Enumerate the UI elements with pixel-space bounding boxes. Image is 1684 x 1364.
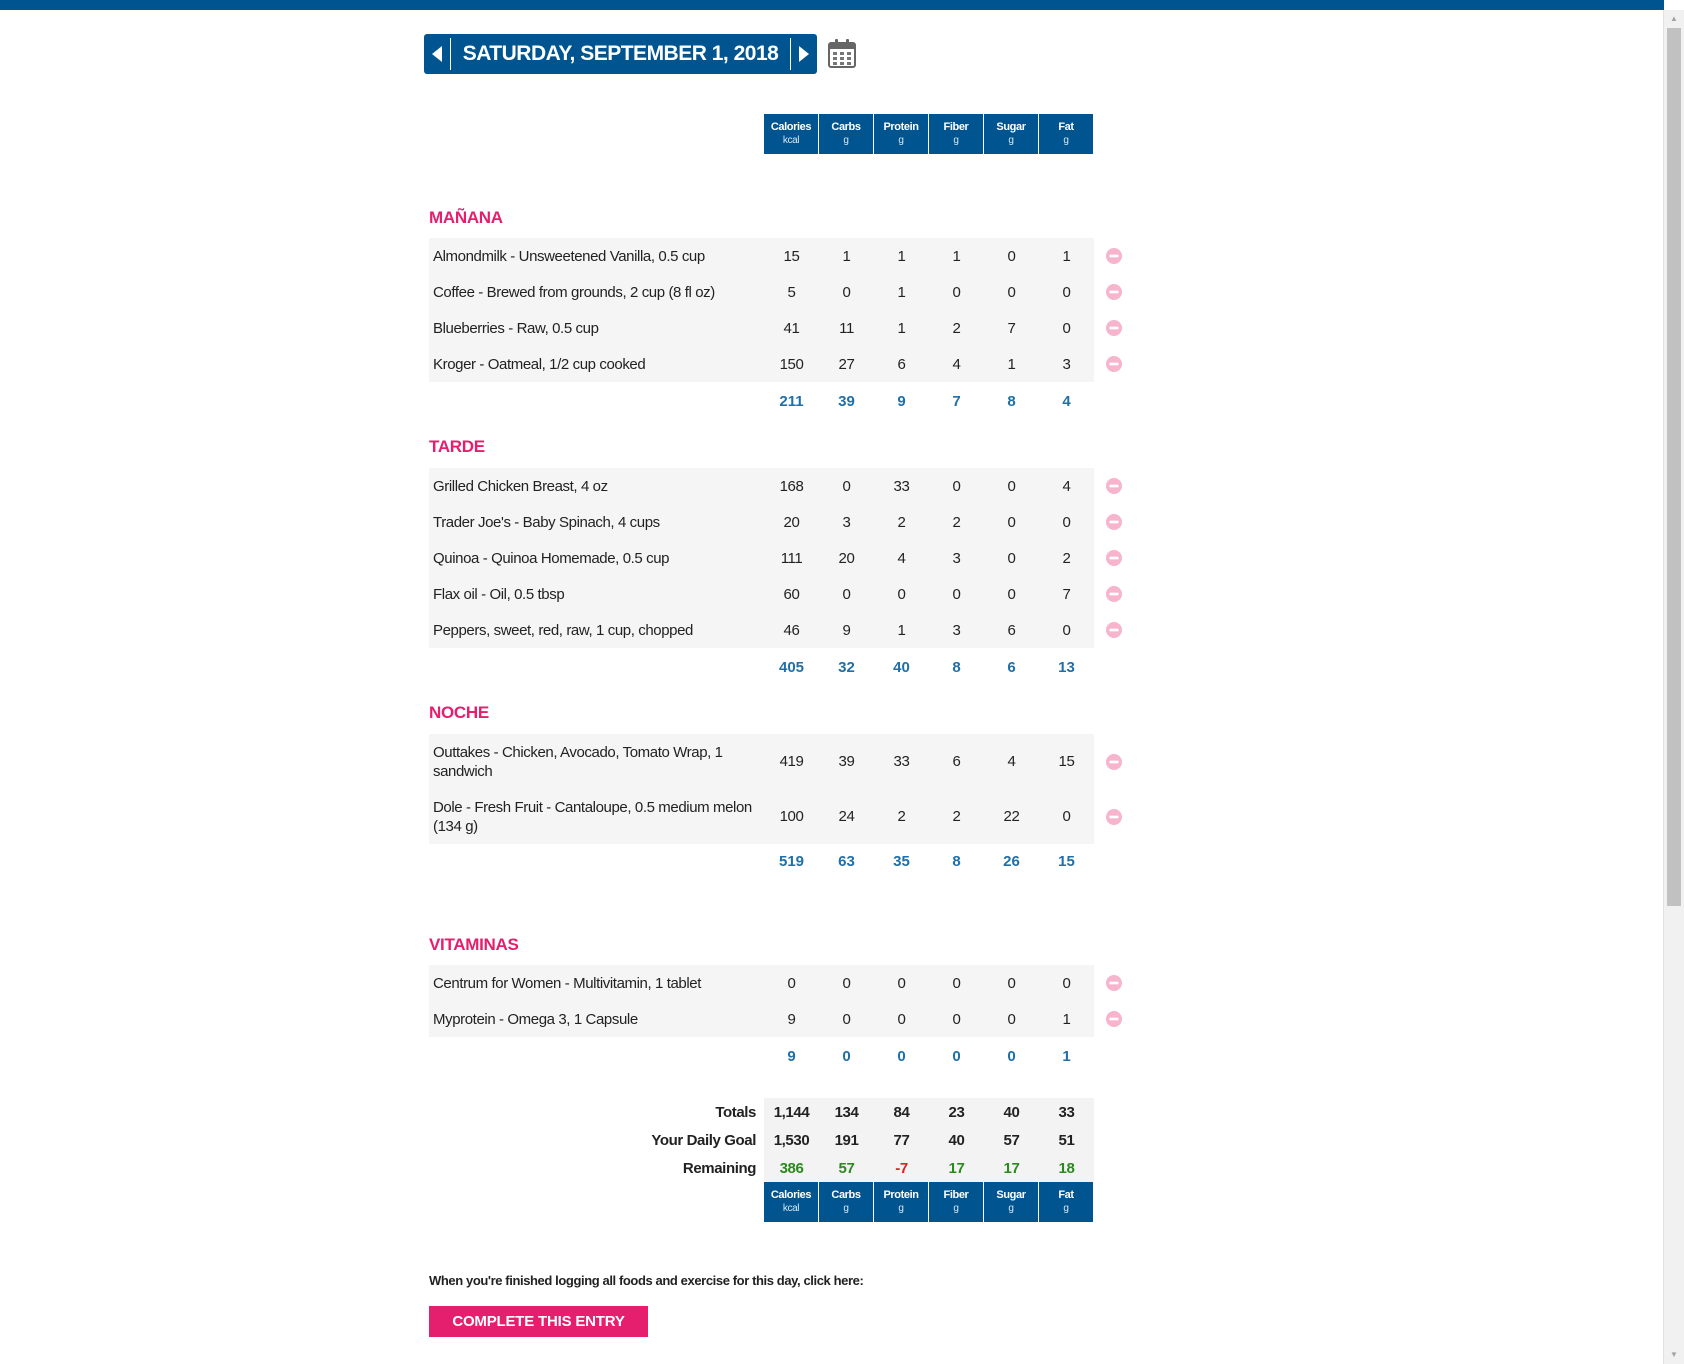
food-name[interactable]: Outtakes - Chicken, Avocado, Tomato Wrap, 1 sandwich	[433, 743, 723, 780]
remaining-label: Remaining	[682, 1159, 756, 1177]
fiber-total: 7	[952, 392, 961, 410]
daily-summary	[429, 1098, 1094, 1182]
protein-value: 1	[897, 283, 906, 301]
fat-total: 4	[1062, 392, 1071, 410]
fiber-value: 2	[952, 808, 961, 825]
meal-title-vitaminas: VITAMINAS	[429, 935, 519, 954]
protein-goal: 77	[893, 1131, 910, 1149]
fat-total: 1	[1062, 1047, 1071, 1065]
remove-minus-icon[interactable]	[1106, 320, 1122, 336]
calories-value: 15	[783, 247, 800, 265]
fat-value: 0	[1062, 808, 1071, 825]
col-carbs	[819, 1182, 873, 1222]
calories-goal: 1,530	[773, 1131, 810, 1149]
meal-totals-manana	[429, 390, 1094, 412]
carbs-value: 0	[842, 1010, 851, 1028]
food-row	[429, 238, 1094, 274]
food-name[interactable]: Peppers, sweet, red, raw, 1 cup, chopped	[433, 621, 693, 639]
col-protein	[874, 114, 928, 154]
food-name[interactable]: Grilled Chicken Breast, 4 oz	[433, 477, 608, 495]
calories-total: 519	[778, 852, 805, 870]
calendar-icon[interactable]	[828, 38, 856, 68]
food-name[interactable]: Almondmilk - Unsweetened Vanilla, 0.5 cup	[433, 247, 705, 265]
protein-total: 0	[897, 1047, 906, 1065]
carbs-goal: 191	[834, 1131, 859, 1149]
food-name[interactable]: Trader Joe's - Baby Spinach, 4 cups	[433, 513, 660, 531]
totals-label: Totals	[715, 1103, 756, 1121]
sugar-value: 1	[1007, 355, 1016, 373]
col-fiber	[929, 1182, 983, 1222]
calories-value: 9	[787, 1010, 796, 1028]
sugar-value: 0	[1007, 513, 1016, 531]
food-name[interactable]: Flax oil - Oil, 0.5 tbsp	[433, 585, 565, 603]
col-calories	[764, 114, 818, 154]
remove-minus-icon[interactable]	[1106, 1011, 1122, 1027]
col-name: Carbs	[831, 121, 861, 133]
protein-total: 35	[893, 852, 910, 870]
remove-minus-icon[interactable]	[1106, 622, 1122, 638]
sugar-value: 0	[1007, 247, 1016, 265]
food-diary	[429, 0, 1149, 1364]
sugar-goal: 57	[1003, 1131, 1020, 1149]
meal-title-manana: MAÑANA	[429, 208, 503, 227]
col-name: Fiber	[943, 121, 969, 133]
fat-value: 0	[1062, 319, 1071, 337]
remove-minus-icon[interactable]	[1106, 550, 1122, 566]
carbs-value: 24	[838, 808, 855, 825]
fat-total: 33	[1058, 1103, 1075, 1121]
scroll-down-arrow-icon[interactable]: ▼	[1670, 1350, 1678, 1359]
fat-goal: 51	[1058, 1131, 1075, 1149]
next-day-arrow-icon[interactable]	[790, 38, 813, 70]
col-fat	[1039, 114, 1093, 154]
col-unit: g	[843, 135, 849, 146]
fiber-total: 8	[952, 658, 961, 676]
fiber-goal: 40	[948, 1131, 965, 1149]
col-name: Protein	[883, 1189, 919, 1201]
meal-totals-vitaminas	[429, 1045, 1094, 1067]
previous-day-arrow-icon[interactable]	[428, 38, 451, 70]
daily-goal-label: Your Daily Goal	[651, 1131, 756, 1149]
carbs-value: 0	[842, 974, 851, 992]
col-unit: g	[1008, 135, 1014, 146]
meal-totals-tarde	[429, 656, 1094, 678]
calories-value: 0	[787, 974, 796, 992]
carbs-remaining: 57	[838, 1159, 855, 1177]
fat-remaining: 18	[1058, 1159, 1075, 1177]
food-row	[429, 965, 1094, 1001]
col-name: Sugar	[996, 1189, 1026, 1201]
fiber-total: 23	[948, 1103, 965, 1121]
carbs-total: 32	[838, 658, 855, 676]
fat-value: 1	[1062, 1010, 1071, 1028]
sugar-total: 8	[1007, 392, 1016, 410]
sugar-value: 0	[1007, 974, 1016, 992]
fiber-value: 0	[952, 974, 961, 992]
calories-value: 111	[780, 549, 803, 567]
food-name[interactable]: Centrum for Women - Multivitamin, 1 tablet	[433, 974, 702, 992]
protein-value: 0	[897, 974, 906, 992]
meal-foods-manana	[429, 238, 1094, 382]
protein-value: 2	[897, 513, 906, 531]
col-unit: g	[953, 135, 959, 146]
food-row	[429, 576, 1094, 612]
calories-value: 60	[783, 585, 800, 603]
col-name: Fat	[1058, 121, 1074, 133]
food-row	[429, 346, 1094, 382]
fat-value: 15	[1058, 753, 1075, 770]
meal-totals-noche	[429, 850, 1094, 872]
finish-note: When you're finished logging all foods and exercise for this day, click here:	[429, 1273, 864, 1288]
fat-value: 0	[1062, 513, 1071, 531]
remove-minus-icon[interactable]	[1106, 478, 1122, 494]
date-navigator	[424, 34, 817, 74]
food-name[interactable]: Myprotein - Omega 3, 1 Capsule	[433, 1010, 638, 1028]
protein-value: 0	[897, 1010, 906, 1028]
carbs-value: 0	[842, 283, 851, 301]
col-name: Sugar	[996, 121, 1026, 133]
food-row	[429, 612, 1094, 648]
carbs-total: 0	[842, 1047, 851, 1065]
calories-total: 1,144	[773, 1103, 810, 1121]
fat-value: 0	[1062, 974, 1071, 992]
col-unit: g	[1008, 1203, 1014, 1214]
fiber-value: 2	[952, 319, 961, 337]
remove-minus-icon[interactable]	[1106, 975, 1122, 991]
col-carbs	[819, 114, 873, 154]
calories-value: 100	[779, 808, 804, 825]
col-unit: kcal	[782, 135, 800, 146]
food-row	[429, 734, 1094, 789]
protein-total: 84	[893, 1103, 910, 1121]
scroll-thumb[interactable]	[1667, 28, 1681, 906]
fat-value: 4	[1062, 477, 1071, 495]
sugar-value: 0	[1007, 283, 1016, 301]
meal-foods-tarde	[429, 468, 1094, 648]
carbs-value: 1	[842, 247, 851, 265]
protein-value: 2	[897, 808, 906, 825]
col-unit: g	[953, 1203, 959, 1214]
carbs-value: 0	[842, 585, 851, 603]
col-name: Calories	[770, 121, 812, 133]
fiber-total: 8	[952, 852, 961, 870]
sugar-value: 4	[1007, 753, 1016, 770]
protein-value: 1	[897, 621, 906, 639]
carbs-total: 39	[838, 392, 855, 410]
meal-title-tarde: TARDE	[429, 437, 485, 456]
carbs-value: 20	[838, 549, 855, 567]
sugar-remaining: 17	[1003, 1159, 1020, 1177]
carbs-value: 0	[842, 477, 851, 495]
calories-total: 9	[787, 1047, 796, 1065]
sugar-value: 0	[1007, 585, 1016, 603]
col-fat	[1039, 1182, 1093, 1222]
fat-value: 7	[1062, 585, 1071, 603]
protein-value: 0	[897, 585, 906, 603]
col-unit: g	[1063, 1203, 1069, 1214]
calories-value: 41	[783, 319, 800, 337]
fat-value: 0	[1062, 621, 1071, 639]
fat-value: 3	[1062, 355, 1071, 373]
protein-value: 1	[897, 319, 906, 337]
fat-value: 1	[1062, 247, 1071, 265]
fat-value: 0	[1062, 283, 1071, 301]
food-row	[429, 789, 1094, 844]
fiber-remaining: 17	[948, 1159, 965, 1177]
fat-total: 15	[1058, 852, 1075, 870]
food-row	[429, 540, 1094, 576]
remove-minus-icon[interactable]	[1106, 248, 1122, 264]
col-protein	[874, 1182, 928, 1222]
food-name[interactable]: Dole - Fresh Fruit - Cantaloupe, 0.5 medium melon (134 g)	[433, 798, 752, 835]
sugar-value: 0	[1007, 549, 1016, 567]
carbs-total: 134	[834, 1103, 859, 1121]
carbs-value: 27	[838, 355, 855, 373]
sugar-value: 6	[1007, 621, 1016, 639]
food-row	[429, 274, 1094, 310]
protein-value: 1	[897, 247, 906, 265]
sugar-total: 26	[1003, 852, 1020, 870]
nutrient-header-top	[764, 114, 1094, 154]
calories-value: 5	[787, 283, 796, 301]
col-name: Fat	[1058, 1189, 1074, 1201]
col-unit: g	[1063, 135, 1069, 146]
sugar-total: 6	[1007, 658, 1016, 676]
meal-title-noche: NOCHE	[429, 703, 489, 722]
protein-total: 40	[893, 658, 910, 676]
col-name: Calories	[770, 1189, 812, 1201]
food-name[interactable]: Quinoa - Quinoa Homemade, 0.5 cup	[433, 549, 670, 567]
protein-value: 4	[897, 549, 906, 567]
col-sugar	[984, 114, 1038, 154]
protein-remaining: -7	[895, 1159, 908, 1177]
fiber-value: 1	[952, 247, 961, 265]
food-name[interactable]: Coffee - Brewed from grounds, 2 cup (8 fl oz)	[433, 283, 715, 301]
protein-value: 6	[897, 355, 906, 373]
sugar-value: 7	[1007, 319, 1016, 337]
remove-minus-icon[interactable]	[1106, 754, 1122, 770]
meal-foods-noche	[429, 734, 1094, 844]
fiber-total: 0	[952, 1047, 961, 1065]
remaining-row	[429, 1154, 1094, 1182]
food-name[interactable]: Kroger - Oatmeal, 1/2 cup cooked	[433, 355, 646, 373]
remove-minus-icon[interactable]	[1106, 809, 1122, 825]
calories-remaining: 386	[779, 1159, 804, 1177]
daily-goal-row	[429, 1126, 1094, 1154]
protein-value: 33	[893, 753, 910, 770]
remove-minus-icon[interactable]	[1106, 514, 1122, 530]
fiber-value: 3	[952, 621, 961, 639]
fiber-value: 0	[952, 477, 961, 495]
protein-total: 9	[897, 392, 906, 410]
complete-entry-button[interactable]: COMPLETE THIS ENTRY	[429, 1306, 648, 1337]
fat-total: 13	[1058, 658, 1075, 676]
scrollbar[interactable]	[1663, 10, 1684, 1364]
protein-value: 33	[893, 477, 910, 495]
col-unit: kcal	[782, 1203, 800, 1214]
date-title: SATURDAY, SEPTEMBER 1, 2018	[462, 42, 779, 65]
calories-total: 211	[779, 392, 804, 410]
remove-minus-icon[interactable]	[1106, 586, 1122, 602]
calories-value: 46	[783, 621, 800, 639]
carbs-value: 39	[838, 753, 855, 770]
meal-foods-vitaminas	[429, 965, 1094, 1037]
nutrient-header-bottom	[764, 1182, 1094, 1222]
col-unit: g	[898, 1203, 904, 1214]
food-row	[429, 468, 1094, 504]
carbs-total: 63	[838, 852, 855, 870]
food-row	[429, 504, 1094, 540]
scroll-up-arrow-icon[interactable]: ▲	[1670, 14, 1678, 23]
fat-value: 2	[1062, 549, 1071, 567]
sugar-value: 22	[1003, 808, 1020, 825]
carbs-value: 3	[842, 513, 851, 531]
remove-minus-icon[interactable]	[1106, 356, 1122, 372]
carbs-value: 11	[839, 319, 854, 337]
fiber-value: 0	[952, 585, 961, 603]
sugar-value: 0	[1007, 477, 1016, 495]
calories-value: 150	[779, 355, 804, 373]
food-row	[429, 310, 1094, 346]
sugar-value: 0	[1007, 1010, 1016, 1028]
calories-value: 20	[783, 513, 800, 531]
col-sugar	[984, 1182, 1038, 1222]
fiber-value: 0	[952, 1010, 961, 1028]
fiber-value: 6	[952, 753, 961, 770]
carbs-value: 9	[842, 621, 851, 639]
totals-row	[429, 1098, 1094, 1126]
calories-value: 168	[779, 477, 804, 495]
col-name: Fiber	[943, 1189, 969, 1201]
remove-minus-icon[interactable]	[1106, 284, 1122, 300]
col-unit: g	[898, 135, 904, 146]
fiber-value: 0	[952, 283, 961, 301]
calories-total: 405	[778, 658, 805, 676]
calories-value: 419	[779, 753, 804, 770]
fiber-value: 2	[952, 513, 961, 531]
food-row	[429, 1001, 1094, 1037]
fiber-value: 4	[952, 355, 961, 373]
col-name: Carbs	[831, 1189, 861, 1201]
col-name: Protein	[883, 121, 919, 133]
sugar-total: 0	[1007, 1047, 1016, 1065]
sugar-total: 40	[1003, 1103, 1020, 1121]
col-fiber	[929, 114, 983, 154]
fiber-value: 3	[952, 549, 961, 567]
food-name[interactable]: Blueberries - Raw, 0.5 cup	[433, 319, 599, 337]
col-calories	[764, 1182, 818, 1222]
col-unit: g	[843, 1203, 849, 1214]
